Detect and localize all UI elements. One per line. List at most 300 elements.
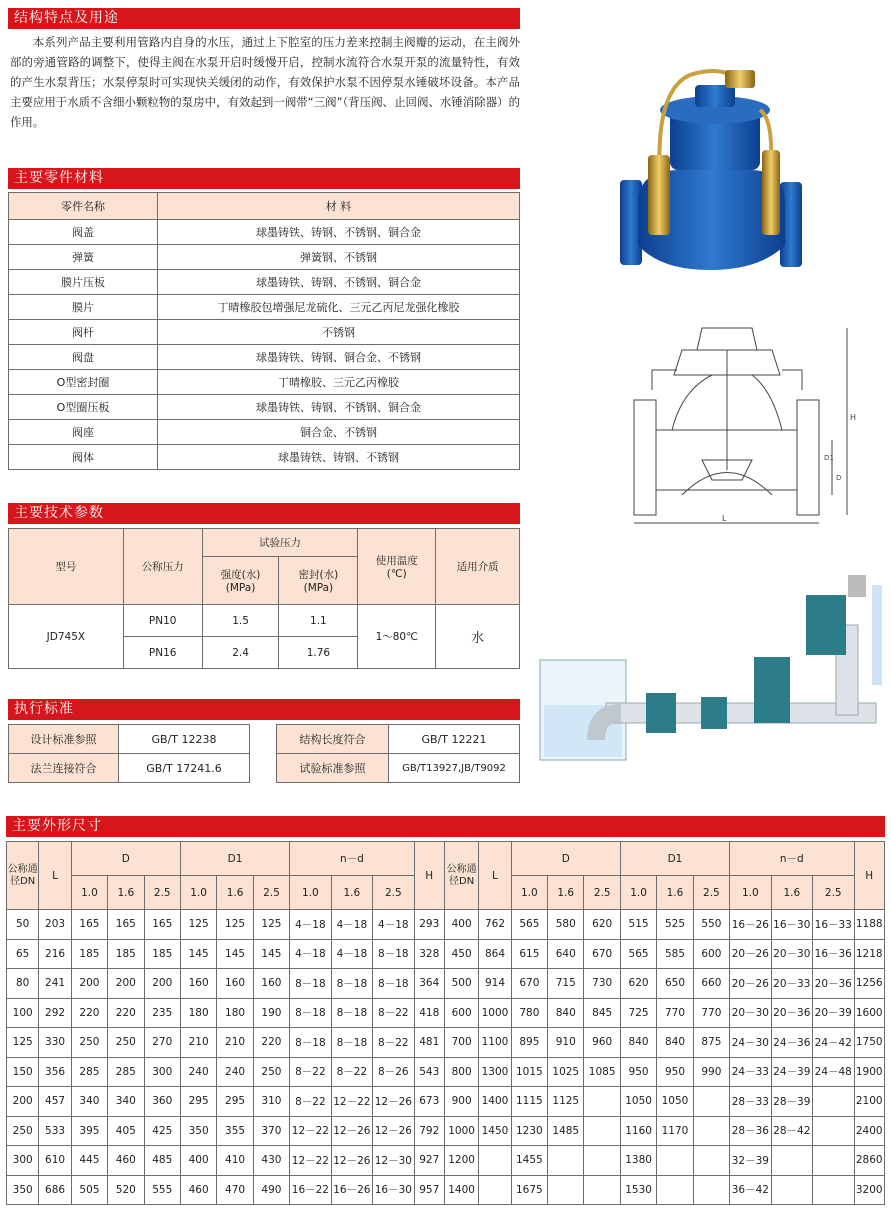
dims-cell: 1160	[620, 1116, 656, 1146]
tech-header-strength: 强度(水) (MPa)	[202, 557, 279, 605]
dims-cell: 12－26	[373, 1087, 414, 1117]
dims-cell: 8－26	[373, 1057, 414, 1087]
dims-cell: 686	[39, 1175, 71, 1205]
dims-row	[7, 1175, 885, 1205]
tech-params-table	[8, 528, 520, 669]
standard-label: 试验标准参照	[277, 754, 389, 783]
dims-cell	[813, 1116, 854, 1146]
dims-cell: 1230	[511, 1116, 547, 1146]
dims-cell: 293	[414, 910, 444, 940]
dims-cell: 180	[217, 998, 253, 1028]
dims-cell: 1675	[511, 1175, 547, 1205]
installation-diagram	[536, 565, 886, 765]
dims-cell: 3200	[854, 1175, 885, 1205]
dims-cell: 210	[217, 1028, 253, 1058]
dims-cell: 1000	[479, 998, 511, 1028]
dims-cell: 1125	[548, 1087, 584, 1117]
dims-cell: 725	[620, 998, 656, 1028]
valve-product-photo	[600, 60, 850, 285]
dims-cell: 520	[108, 1175, 144, 1205]
standard-label: 法兰连接符合	[9, 754, 119, 783]
dims-cell: 8－18	[373, 939, 414, 969]
dims-cell: 1256	[854, 969, 885, 999]
dims-cell: 28－36	[730, 1116, 771, 1146]
materials-header-part: 零件名称	[9, 193, 158, 220]
dims-cell: 125	[180, 910, 216, 940]
dims-cell	[693, 1175, 729, 1205]
dims-cell: 1115	[511, 1087, 547, 1117]
dims-cell: 405	[108, 1116, 144, 1146]
dims-header-pressure: 1.0	[620, 876, 656, 910]
dims-cell	[771, 1146, 812, 1176]
section-title-tech: 主要技术参数	[8, 503, 520, 524]
dims-header-pressure: 1.6	[217, 876, 253, 910]
dims-row	[7, 1028, 885, 1058]
dims-cell: 190	[253, 998, 289, 1028]
dims-cell: 1530	[620, 1175, 656, 1205]
valve-section-drawing	[622, 320, 862, 525]
dims-header-h: H	[414, 842, 444, 910]
dims-cell: 914	[479, 969, 511, 999]
dims-cell: 340	[71, 1087, 107, 1117]
dims-cell: 125	[217, 910, 253, 940]
tech-temp: 1～80℃	[358, 605, 436, 669]
dims-cell: 762	[479, 910, 511, 940]
standard-label: 设计标准参照	[9, 725, 119, 754]
dims-cell: 32－39	[730, 1146, 771, 1176]
materials-material-cell: 铜合金、不锈钢	[158, 420, 520, 445]
materials-material-cell: 丁晴橡胶包增强尼龙硫化、三元乙丙尼龙强化橡胶	[158, 295, 520, 320]
dims-cell	[584, 1116, 620, 1146]
dims-cell: 4－18	[373, 910, 414, 940]
dims-cell: 145	[217, 939, 253, 969]
dims-header-pressure: 1.6	[331, 876, 372, 910]
dims-row	[7, 1087, 885, 1117]
dims-cell: 200	[7, 1087, 39, 1117]
dims-cell: 24－42	[813, 1028, 854, 1058]
dims-cell: 1485	[548, 1116, 584, 1146]
dims-cell	[584, 1175, 620, 1205]
dims-cell	[479, 1146, 511, 1176]
dims-header-pressure: 1.0	[511, 876, 547, 910]
dims-cell: 425	[144, 1116, 180, 1146]
drawing-label-d1: D1	[824, 454, 834, 462]
tech-seal: 1.1	[279, 605, 358, 637]
materials-material-cell: 球墨铸铁、铸钢、铜合金、不锈钢	[158, 345, 520, 370]
dims-cell: 295	[217, 1087, 253, 1117]
dims-cell: 1400	[479, 1087, 511, 1117]
dims-cell: 457	[39, 1087, 71, 1117]
dims-cell: 360	[144, 1087, 180, 1117]
standard-value: GB/T 12238	[119, 725, 250, 754]
dims-cell: 210	[180, 1028, 216, 1058]
dims-cell: 145	[180, 939, 216, 969]
dims-cell: 565	[620, 939, 656, 969]
dims-cell: 16－22	[290, 1175, 331, 1205]
dims-cell: 328	[414, 939, 444, 969]
dims-cell: 20－33	[771, 969, 812, 999]
dims-cell: 200	[144, 969, 180, 999]
dims-header-l: L	[479, 842, 511, 910]
dims-cell: 80	[7, 969, 39, 999]
dims-cell: 150	[7, 1057, 39, 1087]
dims-cell: 8－18	[373, 969, 414, 999]
dims-cell: 340	[108, 1087, 144, 1117]
dims-cell: 620	[620, 969, 656, 999]
dims-header-pressure: 2.5	[373, 876, 414, 910]
dims-cell: 1455	[511, 1146, 547, 1176]
materials-row	[9, 245, 520, 270]
dims-cell: 670	[511, 969, 547, 999]
dims-cell: 300	[7, 1146, 39, 1176]
dims-cell: 165	[144, 910, 180, 940]
dims-cell: 927	[414, 1146, 444, 1176]
materials-part-cell: 阀盖	[9, 220, 158, 245]
dims-cell: 24－33	[730, 1057, 771, 1087]
dims-cell: 220	[108, 998, 144, 1028]
dims-cell: 350	[180, 1116, 216, 1146]
dims-header-pressure: 1.0	[730, 876, 771, 910]
dims-cell: 4－18	[331, 939, 372, 969]
dims-cell: 670	[584, 939, 620, 969]
dims-cell: 364	[414, 969, 444, 999]
dims-cell: 350	[7, 1175, 39, 1205]
dims-cell: 580	[548, 910, 584, 940]
dims-cell: 650	[657, 969, 693, 999]
dims-cell: 1900	[854, 1057, 885, 1087]
dims-cell: 660	[693, 969, 729, 999]
dims-cell: 16－26	[331, 1175, 372, 1205]
standard-label: 结构长度符合	[277, 725, 389, 754]
dims-cell: 1200	[444, 1146, 478, 1176]
dims-row	[7, 969, 885, 999]
dims-cell: 490	[253, 1175, 289, 1205]
dims-cell: 1400	[444, 1175, 478, 1205]
dims-cell: 8－22	[373, 998, 414, 1028]
materials-part-cell: O型圈压板	[9, 395, 158, 420]
dims-cell: 1050	[620, 1087, 656, 1117]
dims-cell: 185	[144, 939, 180, 969]
dims-cell: 250	[71, 1028, 107, 1058]
dims-cell: 550	[693, 910, 729, 940]
dims-cell: 50	[7, 910, 39, 940]
dims-cell: 65	[7, 939, 39, 969]
dims-cell: 470	[217, 1175, 253, 1205]
materials-material-cell: 丁晴橡胶、三元乙丙橡胶	[158, 370, 520, 395]
dims-cell: 1025	[548, 1057, 584, 1087]
dims-cell: 160	[217, 969, 253, 999]
dims-header-pressure: 1.0	[180, 876, 216, 910]
dims-cell: 1450	[479, 1116, 511, 1146]
materials-row	[9, 420, 520, 445]
dims-cell: 100	[7, 998, 39, 1028]
dims-header-pressure: 2.5	[693, 876, 729, 910]
dims-cell: 12－26	[373, 1116, 414, 1146]
dims-cell: 600	[693, 939, 729, 969]
tech-header-model: 型号	[9, 529, 124, 605]
dims-cell: 180	[180, 998, 216, 1028]
dims-cell: 20－30	[771, 939, 812, 969]
tech-header-pn: 公称压力	[123, 529, 202, 605]
dims-cell: 450	[444, 939, 478, 969]
dims-cell: 8－18	[290, 969, 331, 999]
dims-cell: 12－26	[331, 1146, 372, 1176]
materials-header-material: 材 料	[158, 193, 520, 220]
dims-cell: 165	[108, 910, 144, 940]
dims-cell: 28－33	[730, 1087, 771, 1117]
dims-row	[7, 1116, 885, 1146]
dims-cell: 1218	[854, 939, 885, 969]
dims-cell	[813, 1146, 854, 1176]
dims-header-pressure: 2.5	[253, 876, 289, 910]
dims-cell: 715	[548, 969, 584, 999]
dims-cell: 24－36	[771, 1028, 812, 1058]
dims-cell: 800	[444, 1057, 478, 1087]
dims-cell: 640	[548, 939, 584, 969]
drawing-label-d: D	[836, 474, 842, 482]
dims-cell: 600	[444, 998, 478, 1028]
dims-header-d1: D1	[180, 842, 289, 876]
dims-cell: 1085	[584, 1057, 620, 1087]
dims-cell: 24－30	[730, 1028, 771, 1058]
tech-header-test: 试验压力	[202, 529, 358, 557]
dims-cell: 12－22	[290, 1116, 331, 1146]
dims-header-nd: n－d	[290, 842, 414, 876]
dims-cell: 20－30	[730, 998, 771, 1028]
dims-cell: 220	[253, 1028, 289, 1058]
dims-header-pressure: 1.0	[290, 876, 331, 910]
dims-cell: 864	[479, 939, 511, 969]
dims-cell: 585	[657, 939, 693, 969]
dims-cell: 12－30	[373, 1146, 414, 1176]
dims-cell: 20－39	[813, 998, 854, 1028]
dims-cell: 165	[71, 910, 107, 940]
section-title-dimensions: 主要外形尺寸	[6, 816, 885, 837]
tech-pn: PN16	[123, 637, 202, 669]
materials-part-cell: 膜片压板	[9, 270, 158, 295]
dims-cell: 28－39	[771, 1087, 812, 1117]
materials-material-cell: 弹簧钢、不锈钢	[158, 245, 520, 270]
dims-header-pressure: 2.5	[584, 876, 620, 910]
dims-cell	[548, 1146, 584, 1176]
dims-cell: 24－48	[813, 1057, 854, 1087]
dims-cell: 8－22	[290, 1087, 331, 1117]
intro-paragraph: 本系列产品主要利用管路内自身的水压，通过上下腔室的压力差来控制主阀瓣的运动，在主阀外部的旁通管路的调整下，使得主阀在水泵开启时缓慢开启，控制水流符合水泵开泵的流量特性，有效的产生水泵背压；水泵停泵时可实现快关缓闭的动作，有效保护水泵不因停泵水锤破坏设备。本产品主要应用于水质不含细小颗粒物的泵房中，有效起到一阀带“三阀”（背压阀、止回阀、水锤消除器）的作用。	[10, 35, 520, 129]
dims-cell: 505	[71, 1175, 107, 1205]
dimensions-table	[6, 841, 885, 1205]
dims-cell: 460	[108, 1146, 144, 1176]
dims-cell	[771, 1175, 812, 1205]
dims-cell: 4－18	[290, 910, 331, 940]
dims-cell: 292	[39, 998, 71, 1028]
dims-header-dn: 公称通径DN	[7, 842, 39, 910]
dims-cell: 990	[693, 1057, 729, 1087]
dims-cell: 160	[253, 969, 289, 999]
dims-cell: 16－30	[771, 910, 812, 940]
dims-cell: 16－30	[373, 1175, 414, 1205]
dims-cell: 12－22	[290, 1146, 331, 1176]
dims-header-d: D	[71, 842, 180, 876]
dims-cell: 840	[657, 1028, 693, 1058]
materials-row	[9, 320, 520, 345]
dims-cell: 4－18	[331, 910, 372, 940]
dims-cell: 295	[180, 1087, 216, 1117]
dims-cell: 16－26	[730, 910, 771, 940]
dims-cell: 203	[39, 910, 71, 940]
dims-cell	[693, 1116, 729, 1146]
tech-strength: 1.5	[202, 605, 279, 637]
dims-cell: 460	[180, 1175, 216, 1205]
materials-row	[9, 370, 520, 395]
dims-cell: 1300	[479, 1057, 511, 1087]
tech-header-seal: 密封(水) (MPa)	[279, 557, 358, 605]
dims-cell	[813, 1175, 854, 1205]
dims-header-pressure: 1.0	[71, 876, 107, 910]
dims-row	[7, 939, 885, 969]
dims-cell: 220	[71, 998, 107, 1028]
section-title-standards: 执行标准	[8, 699, 520, 720]
dims-cell: 4－18	[290, 939, 331, 969]
drawing-label-l: L	[722, 514, 727, 523]
dims-cell: 445	[71, 1146, 107, 1176]
dims-cell: 770	[657, 998, 693, 1028]
dims-cell: 216	[39, 939, 71, 969]
dims-header-h: H	[854, 842, 885, 910]
dims-header-pressure: 1.6	[548, 876, 584, 910]
dims-cell: 200	[108, 969, 144, 999]
standards-table-left	[8, 724, 250, 783]
dims-cell: 1100	[479, 1028, 511, 1058]
dims-cell: 543	[414, 1057, 444, 1087]
dims-cell: 500	[444, 969, 478, 999]
dims-header-d1: D1	[620, 842, 729, 876]
standard-value: GB/T 17241.6	[119, 754, 250, 783]
dims-cell: 20－36	[813, 969, 854, 999]
dims-cell: 533	[39, 1116, 71, 1146]
dims-cell: 20－36	[771, 998, 812, 1028]
tech-seal: 1.76	[279, 637, 358, 669]
dims-cell: 700	[444, 1028, 478, 1058]
materials-table	[8, 192, 520, 470]
dims-header-pressure: 1.6	[108, 876, 144, 910]
dims-cell: 515	[620, 910, 656, 940]
dims-cell: 673	[414, 1087, 444, 1117]
dims-cell	[584, 1087, 620, 1117]
dims-cell: 1015	[511, 1057, 547, 1087]
dims-cell: 430	[253, 1146, 289, 1176]
dims-cell: 125	[253, 910, 289, 940]
dims-cell: 12－26	[331, 1116, 372, 1146]
dims-cell: 355	[217, 1116, 253, 1146]
dims-cell: 285	[71, 1057, 107, 1087]
materials-part-cell: 阀盘	[9, 345, 158, 370]
dims-cell: 770	[693, 998, 729, 1028]
dims-cell: 555	[144, 1175, 180, 1205]
tech-medium: 水	[436, 605, 520, 669]
dims-cell: 330	[39, 1028, 71, 1058]
dims-cell: 950	[657, 1057, 693, 1087]
dims-header-dn: 公称通径DN	[444, 842, 478, 910]
dims-row	[7, 998, 885, 1028]
dims-cell: 610	[39, 1146, 71, 1176]
dims-header-nd: n－d	[730, 842, 854, 876]
dims-header-pressure: 2.5	[144, 876, 180, 910]
dims-cell: 1000	[444, 1116, 478, 1146]
dims-cell: 300	[144, 1057, 180, 1087]
dims-cell: 250	[108, 1028, 144, 1058]
dims-cell: 8－18	[290, 998, 331, 1028]
dims-header-d: D	[511, 842, 620, 876]
dims-cell	[584, 1146, 620, 1176]
materials-part-cell: 弹簧	[9, 245, 158, 270]
dims-cell: 8－18	[331, 969, 372, 999]
dims-cell	[693, 1087, 729, 1117]
dims-cell: 1600	[854, 998, 885, 1028]
dims-header-pressure: 2.5	[813, 876, 854, 910]
standard-value: GB/T13927,JB/T9092	[389, 754, 520, 783]
dims-cell: 12－22	[331, 1087, 372, 1117]
dims-cell: 525	[657, 910, 693, 940]
drawing-label-h: H	[850, 413, 857, 422]
tech-model: JD745X	[9, 605, 124, 669]
dims-cell: 270	[144, 1028, 180, 1058]
dims-cell: 565	[511, 910, 547, 940]
standards-table-right	[276, 724, 520, 783]
dims-header-pressure: 1.6	[657, 876, 693, 910]
dims-cell: 410	[217, 1146, 253, 1176]
dims-cell: 400	[444, 910, 478, 940]
dims-cell: 1380	[620, 1146, 656, 1176]
dims-cell: 780	[511, 998, 547, 1028]
materials-material-cell: 球墨铸铁、铸钢、不锈钢、铜合金	[158, 270, 520, 295]
dims-cell: 24－39	[771, 1057, 812, 1087]
dims-cell: 36－42	[730, 1175, 771, 1205]
dims-cell: 185	[108, 939, 144, 969]
dims-cell: 285	[108, 1057, 144, 1087]
dims-cell	[693, 1146, 729, 1176]
materials-material-cell: 球墨铸铁、铸钢、不锈钢	[158, 445, 520, 470]
dims-cell	[657, 1175, 693, 1205]
materials-part-cell: 膜片	[9, 295, 158, 320]
dims-cell: 960	[584, 1028, 620, 1058]
materials-row	[9, 270, 520, 295]
dims-cell: 250	[253, 1057, 289, 1087]
dims-cell: 792	[414, 1116, 444, 1146]
section-title-features: 结构特点及用途	[8, 8, 520, 29]
dims-row	[7, 1057, 885, 1087]
dims-cell: 395	[71, 1116, 107, 1146]
dims-cell: 200	[71, 969, 107, 999]
dims-cell: 481	[414, 1028, 444, 1058]
dims-cell: 356	[39, 1057, 71, 1087]
dims-cell: 950	[620, 1057, 656, 1087]
tech-header-temp: 使用温度 (℃)	[358, 529, 436, 605]
dims-cell: 28－42	[771, 1116, 812, 1146]
dims-cell: 400	[180, 1146, 216, 1176]
materials-row	[9, 395, 520, 420]
dims-cell: 2400	[854, 1116, 885, 1146]
dims-cell: 310	[253, 1087, 289, 1117]
materials-row	[9, 345, 520, 370]
dims-cell: 1188	[854, 910, 885, 940]
dims-cell: 8－18	[331, 998, 372, 1028]
dims-cell: 240	[180, 1057, 216, 1087]
dims-cell: 615	[511, 939, 547, 969]
tech-header-medium: 适用介质	[436, 529, 520, 605]
tech-strength: 2.4	[202, 637, 279, 669]
dims-cell: 895	[511, 1028, 547, 1058]
dims-cell: 8－18	[331, 1028, 372, 1058]
